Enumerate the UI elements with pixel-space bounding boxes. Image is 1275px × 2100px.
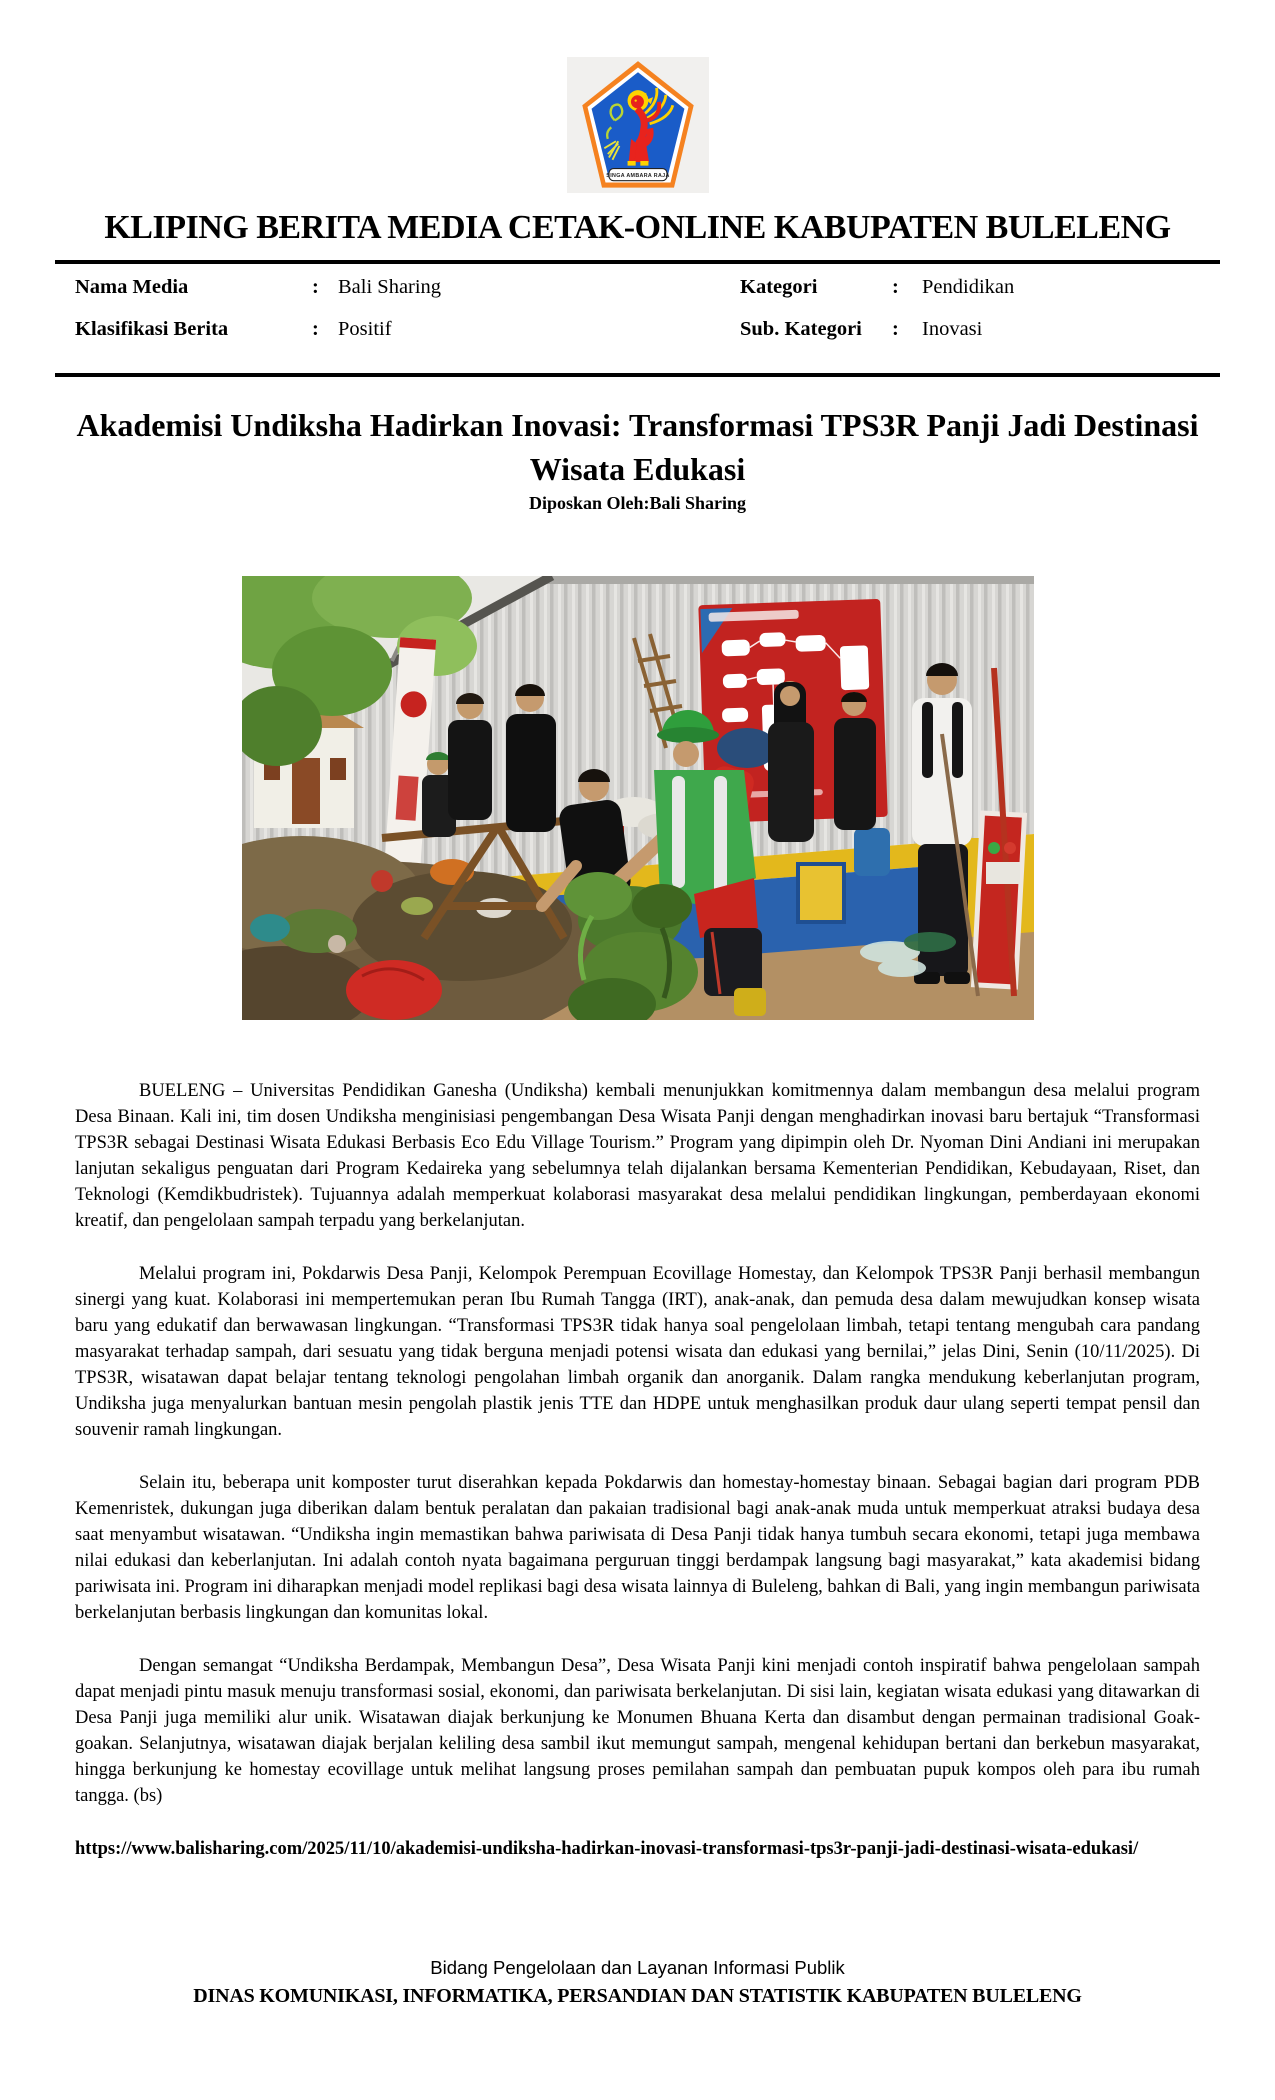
kategori-colon: :	[892, 276, 899, 298]
nama-media-label: Nama Media	[75, 276, 189, 298]
klasifikasi-value: Positif	[338, 318, 392, 340]
source-url[interactable]: https://www.balisharing.com/2025/11/10/akademisi-undiksha-hadirkan-inovasi-transformasi-tps3r-panji-jadi-destinasi-wisata-edukasi/	[75, 1839, 1139, 1860]
crest-ribbon-text: SINGA AMBARA RAJA	[605, 173, 670, 180]
divider-top	[55, 260, 1220, 264]
footer-agency: DINAS KOMUNIKASI, INFORMATIKA, PERSANDIAN DAN STATISTIK KABUPATEN BULELENG	[193, 1985, 1082, 2007]
kategori-value: Pendidikan	[922, 276, 1015, 298]
sub-kategori-label: Sub. Kategori	[740, 318, 862, 340]
crest-ribbon	[606, 169, 669, 181]
klasifikasi-colon: :	[312, 318, 319, 340]
article-paragraph: Selain itu, beberapa unit komposter turut diserahkan kepada Pokdarwis dan homestay-homestay binaan. Sebagai bagian dari program PDB Kemenristek, dukungan juga diberikan dalam bentuk peralatan dan pakaian tradisional bagi anak-anak muda untuk memperkuat atraksi budaya desa saat menyambut wisatawan. “Undiksha ingin memastikan bahwa pariwisata di Desa Panji tidak hanya tumbuh secara ekonomi, tetapi juga membawa nilai edukasi dan keberlanjutan. Ini adalah contoh nyata bagaimana perguruan tinggi berdampak langsung bagi masyarakat,” kata akademisi bidang pariwisata ini. Program ini diharapkan menjadi model replikasi bagi desa wisata lainnya di Buleleng, bahkan di Bali, yang ingin membangun pariwisata berkelanjutan berbasis lingkungan dan komunitas lokal.	[75, 1473, 1200, 1624]
nama-media-value: Bali Sharing	[338, 276, 442, 298]
article-photo	[242, 576, 1034, 1020]
article-paragraph: BUELENG – Universitas Pendidikan Ganesha (Undiksha) kembali menunjukkan komitmennya dalam membangun desa melalui program Desa Binaan. Kali ini, tim dosen Undiksha menginisiasi pengembangan Desa Wisata Panji dengan menghadirkan inovasi baru bertajuk “Transformasi TPS3R sebagai Destinasi Wisata Edukasi Berbasis Eco Edu Village Tourism.” Program yang dipimpin oleh Dr. Nyoman Dini Andiani ini merupakan lanjutan sekaligus penguatan dari Program Kedaireka yang sebelumnya telah dijalankan bersama Kementerian Pendidikan, Kebudayaan, Riset, dan Teknologi (Kemdikbudristek). Tujuannya adalah memperkuat kolaborasi masyarakat desa melalui pendidikan lingkungan, pemberdayaan ekonomi kreatif, dan pengelolaan sampah terpadu yang berkelanjutan.	[75, 1081, 1200, 1232]
divider-bottom	[55, 373, 1220, 377]
article-byline: Diposkan Oleh:Bali Sharing	[528, 493, 747, 514]
metadata-block	[75, 276, 1220, 360]
photo-blue-barrel	[854, 828, 890, 876]
metadata-row-2	[75, 318, 1220, 360]
sub-kategori-colon: :	[892, 318, 899, 340]
buleleng-crest-logo	[567, 57, 709, 193]
article-body	[75, 1078, 1200, 1809]
page-footer	[0, 1957, 1275, 2008]
klasifikasi-label: Klasifikasi Berita	[75, 318, 229, 340]
masthead-title: KLIPING BERITA MEDIA CETAK-ONLINE KABUPATEN BULELENG	[104, 209, 1171, 246]
kategori-label: Kategori	[740, 276, 818, 298]
nama-media-colon: :	[312, 276, 319, 298]
article-paragraph: Melalui program ini, Pokdarwis Desa Panji, Kelompok Perempuan Ecovillage Homestay, dan Kelompok TPS3R Panji berhasil membangun sinergi yang kuat. Kolaborasi ini mempertemukan peran Ibu Rumah Tangga (IRT), anak-anak, dan pemuda desa dalam mewujudkan konsep wisata baru yang edukatif dan berwawasan lingkungan. “Transformasi TPS3R tidak hanya soal pengelolaan limbah, tetapi tentang mengubah cara pandang masyarakat terhadap sampah, dari sesuatu yang tidak berguna menjadi potensi wisata dan edukasi yang bernilai,” jelas Dini, Senin (10/11/2025). Di TPS3R, wisatawan dapat belajar tentang teknologi pengolahan limbah organik dan anorganik. Dalam rangka mendukung keberlanjutan program, Undiksha juga menyalurkan bantuan mesin pengolah plastik jenis TTE dan HDPE untuk menghasilkan produk daur ulang seperti tempat pensil dan souvenir ramah lingkungan.	[75, 1264, 1200, 1441]
footer-division: Bidang Pengelolaan dan Layanan Informasi Publik	[430, 1957, 845, 1978]
article-title: Akademisi Undiksha Hadirkan Inovasi: Transformasi TPS3R Panji Jadi Destinasi Wisata Edukasi	[76, 407, 1199, 488]
article-paragraph: Dengan semangat “Undiksha Berdampak, Membangun Desa”, Desa Wisata Panji kini menjadi contoh inspiratif bahwa pengelolaan sampah dapat menjadi pintu masuk menuju transformasi sosial, ekonomi, dan pariwisata berkelanjutan. Di sisi lain, kegiatan wisata edukasi yang ditawarkan di Desa Panji juga memiliki alur unik. Wisatawan diajak berkunjung ke Monumen Bhuana Kerta dan disambut dengan permainan tradisional Goak-goakan. Selanjutnya, wisatawan diajak berjalan keliling desa sambil ikut memungut sampah, mengenal kehidupan bertani dan berkebun masyarakat, hingga berkunjung ke homestay ecovillage untuk melihat langsung proses pemilahan sampah dan pembuatan pupuk kompos oleh para ibu rumah tangga. (bs)	[75, 1656, 1200, 1807]
metadata-row-1	[75, 276, 1220, 318]
crest-icon	[579, 60, 697, 190]
sub-kategori-value: Inovasi	[922, 318, 983, 340]
lion-head	[630, 95, 643, 108]
